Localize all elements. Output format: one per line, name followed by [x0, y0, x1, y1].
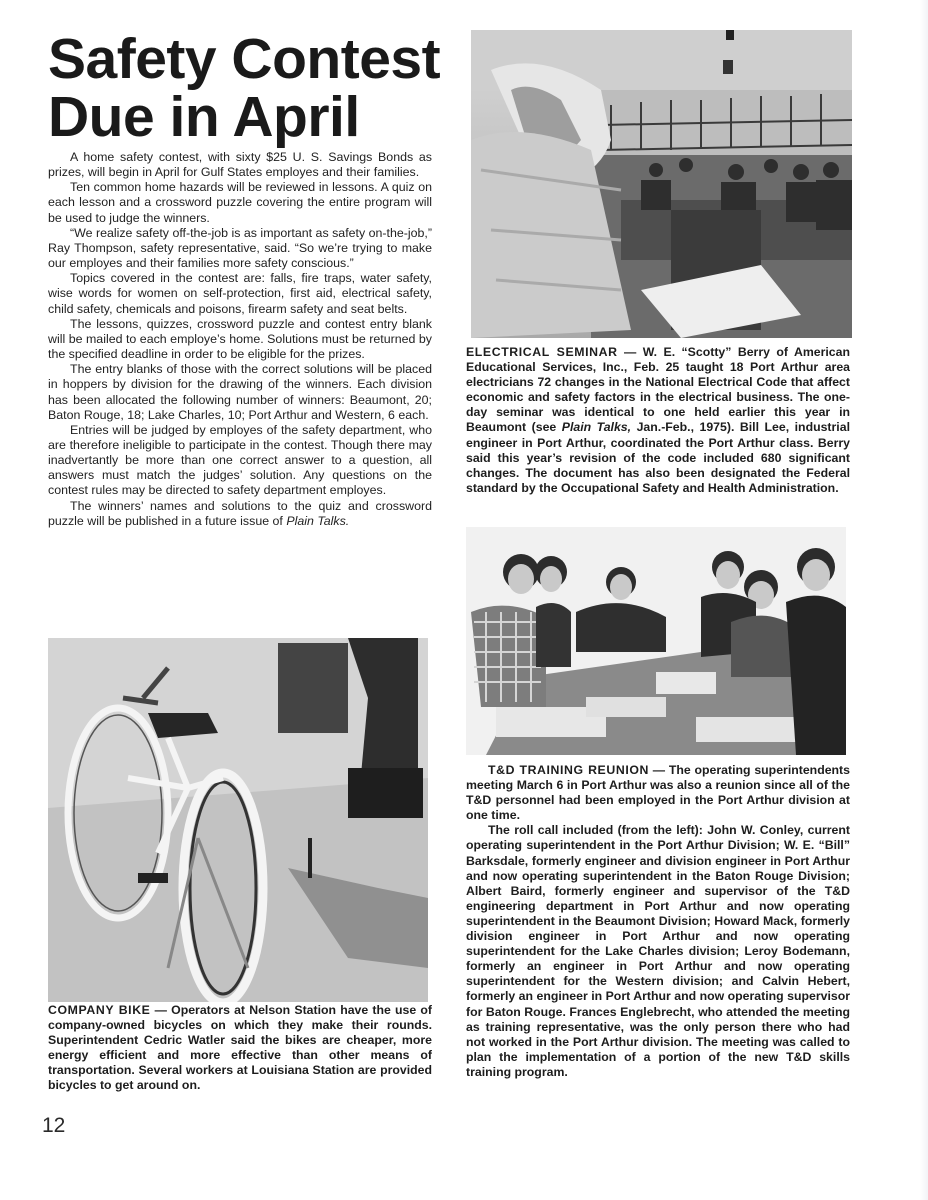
bike-caption [48, 1003, 432, 1094]
seminar-photo-illustration [471, 30, 852, 338]
article-paragraph: “We realize safety off-the-job is as important as safety on-the-job,” Ray Thompson, safety representative, said. “So we’re trying to make our employes and their families more safety conscious.” [48, 225, 432, 271]
reunion-caption-paragraph-1 [466, 763, 850, 823]
seminar-caption-text-1: — W. E. “Scotty” Berry of American Educational Services, Inc., Feb. 25 taught 18 Port Arthur area electricians 72 changes in the National Electrical Code that affect economic and safety factors in the electrical business. The one-day seminar was identical to one held earlier this year in Beaumont (see [466, 345, 850, 435]
seminar-photo [471, 30, 852, 338]
article-paragraph-text: The winners’ names and solutions to the quiz and crossword puzzle will be published in a future issue of [48, 498, 432, 528]
article-paragraph: A home safety contest, with sixty $25 U. S. Savings Bonds as prizes, will begin in April for Gulf States employes and their families. [48, 150, 432, 180]
article-paragraph-last [48, 499, 432, 529]
headline-line-1: Safety Contest [48, 27, 441, 91]
reunion-photo [466, 527, 846, 755]
article-paragraph: The entry blanks of those with the correct solutions will be placed in hoppers by division for the drawing of the winners. Each division has been allocated the following number of winners: Beaumont, 20; Baton Rouge, 18; Lake Charles, 10; Port Arthur and Western, 6 each. [48, 362, 432, 422]
article-body [48, 150, 432, 529]
article-headline [48, 27, 468, 149]
bike-caption-paragraph [48, 1003, 432, 1094]
reunion-caption-paragraph-2: The roll call included (from the left): John W. Conley, current operating superintendent in the Port Arthur Division; W. E. “Bill” Barksdale, formerly engineer and division engineer in Port Arthur and now operating superintendent in the Baton Rouge Division; Albert Baird, formerly engineer and supervisor of the T&D engineering department in Port Arthur and now operating superintendent in the Beaumont Division; Howard Mack, formerly division engineer in Port Arthur and now operating superintendent for the Lake Charles division; Leroy Bodemann, formerly an engineer in Port Arthur and now operating superintendent for the Western division; and Calvin Hebert, formerly an engineer in Port Arthur and now operating supervisor for Baton Rouge. Frances Englebrecht, who attended the meeting as training representative, was the only person there who had not worked in the Port Arthur division. The meeting was called to plan the implementation of a portion of the new T&D skills training program. [466, 823, 850, 1079]
article-paragraph: Entries will be judged by employes of the safety department, who are therefore ineligible to participate in the contest. Though there may inadvertantly be more than one correct answer to a question, all answers must match the judges’ solution. Any questions on the contest rules may be directed to safety department employes. [48, 422, 432, 498]
publication-name: Plain Talks. [286, 513, 350, 528]
article-paragraph: Ten common home hazards will be reviewed in lessons. A quiz on each lesson and a crossword puzzle covering the entire program will be used to judge the winners. [48, 180, 432, 225]
bike-photo [48, 638, 428, 1002]
bike-photo-illustration [48, 638, 428, 1002]
seminar-caption-paragraph [466, 345, 850, 496]
page-edge-shadow [920, 0, 928, 1200]
seminar-caption-lead: ELECTRICAL SEMINAR [466, 345, 618, 359]
seminar-caption-text-2: Jan.-Feb., 1975). Bill Lee, industrial engineer in Port Arthur, coordinated the Port Arthur class. Berry said this year’s revision of the code included 680 significant changes. The document has also been designated the Federal standard by the Occupational Safety and Health Administration. [466, 420, 850, 495]
seminar-caption-publication: Plain Talks, [561, 420, 632, 435]
article-paragraph: The lessons, quizzes, crossword puzzle and contest entry blank will be mailed to each employe’s home. Solutions must be returned by the specified deadline in order to be eligible for the prizes. [48, 316, 432, 362]
page-number: 12 [42, 1114, 66, 1137]
reunion-caption-text: — The operating superintendents meeting March 6 in Port Arthur was also a reunion since all of the T&D personnel had been employed in the Port Arthur division at one time. [466, 763, 850, 823]
bike-caption-lead: COMPANY BIKE [48, 1003, 151, 1017]
reunion-caption-lead: T&D TRAINING REUNION [488, 763, 649, 777]
bike-caption-text: — Operators at Nelson Station have the use of company-owned bicycles on which they make their rounds. Superintendent Cedric Watler said the bikes are cheaper, more energy efficient and more effective than other means of transportation. Several workers at Louisiana Station are provided bicycles to get around on. [48, 1003, 433, 1093]
article-paragraph: Topics covered in the contest are: falls, fire traps, water safety, wise words for women on self-protection, first aid, electrical safety, child safety, chemicals and poisons, firearm safety and seat belts. [48, 271, 432, 316]
seminar-caption [466, 345, 850, 496]
reunion-photo-illustration [466, 527, 846, 755]
headline-line-2: Due in April [48, 85, 360, 149]
reunion-caption [466, 763, 850, 1080]
